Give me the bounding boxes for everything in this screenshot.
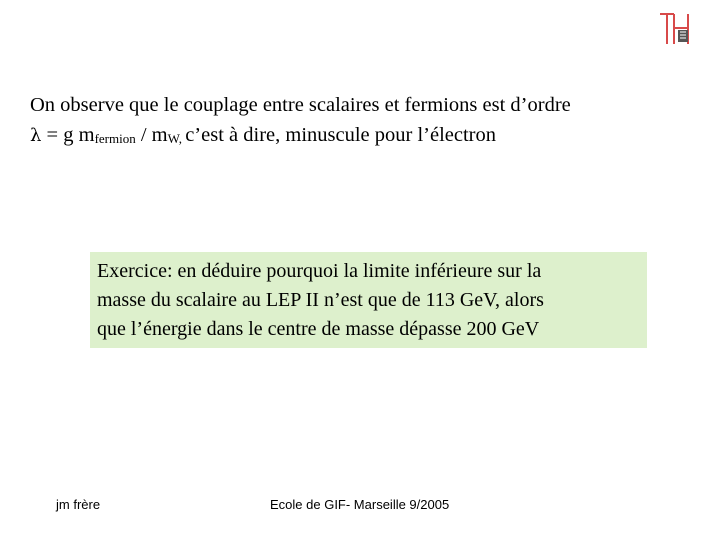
exercise-line-1: Exercice: en déduire pourquoi la limite inférieure sur la bbox=[97, 260, 542, 282]
lambda-symbol: λ bbox=[30, 125, 42, 146]
footer-event: Ecole de GIF- Marseille 9/2005 bbox=[270, 497, 450, 512]
exercise-line-3: que l’énergie dans le centre de masse dépasse 200 GeV bbox=[97, 318, 540, 340]
exercise-line-2: masse du scalaire au LEP II n’est que de 113 GeV, alors bbox=[97, 289, 544, 311]
footer-author: jm frère bbox=[56, 497, 101, 512]
main-text bbox=[30, 90, 710, 154]
subscript-w: W, bbox=[167, 131, 186, 146]
coupling-sentence: On observe que le couplage entre scalaires et fermions est d’ordre bbox=[30, 94, 571, 116]
subscript-fermion: fermion bbox=[94, 131, 136, 146]
formula-rest: c’est à dire, minuscule pour l’électron bbox=[185, 124, 496, 146]
coupling-formula bbox=[30, 120, 710, 154]
th-logo-icon bbox=[658, 10, 694, 46]
exercise-box bbox=[90, 252, 647, 348]
formula-slash: / m bbox=[135, 124, 168, 146]
formula-eq: = g m bbox=[41, 124, 95, 146]
